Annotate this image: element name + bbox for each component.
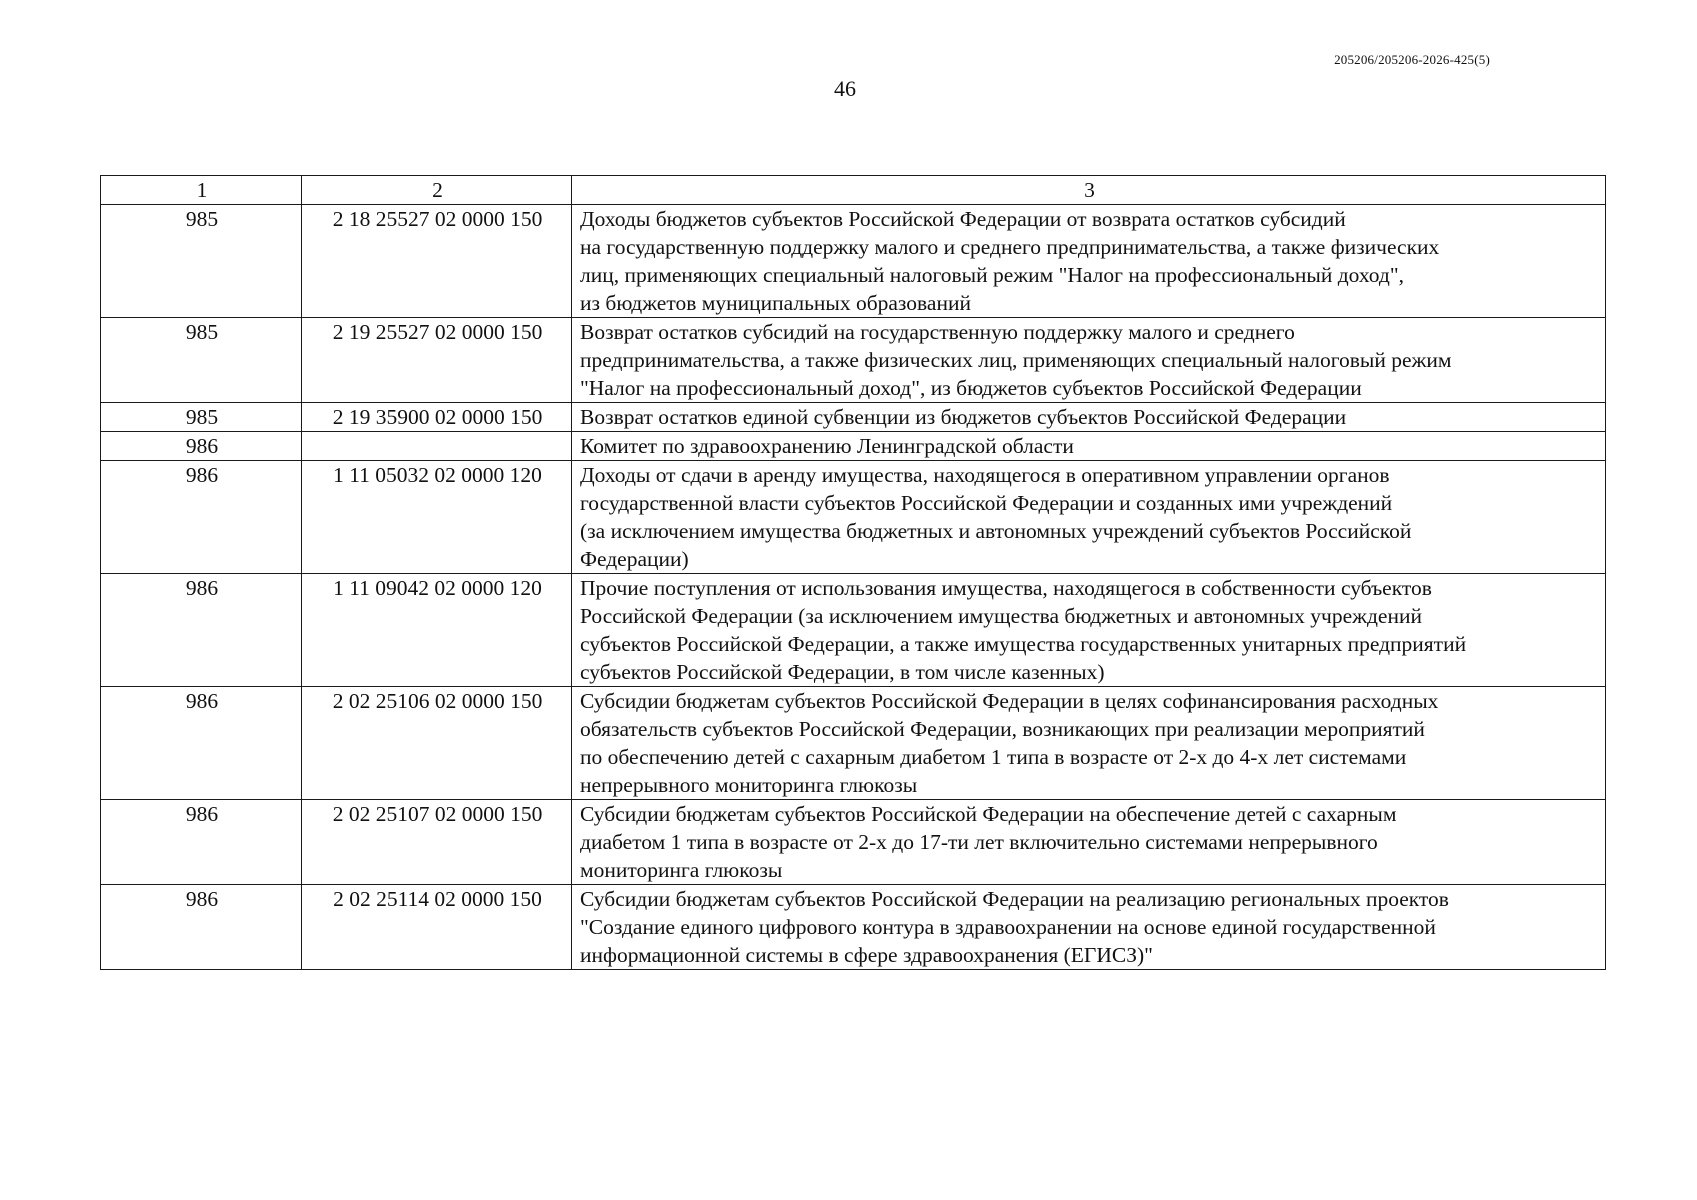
budget-code-cell: 2 02 25114 02 0000 150 [302, 885, 572, 970]
table-header-row [101, 176, 1606, 205]
admin-code-cell: 986 [101, 461, 302, 574]
column-header-3: 3 [572, 176, 1606, 205]
budget-code-cell: 1 11 09042 02 0000 120 [302, 574, 572, 687]
budget-code-cell: 2 19 25527 02 0000 150 [302, 318, 572, 403]
table-body [101, 205, 1606, 970]
table-row [101, 205, 1606, 318]
budget-code-cell [302, 432, 572, 461]
table-row [101, 885, 1606, 970]
admin-code-cell: 986 [101, 574, 302, 687]
document-id: 205206/205206-2026-425(5) [1334, 52, 1490, 67]
budget-code-cell: 1 11 05032 02 0000 120 [302, 461, 572, 574]
description-cell: Прочие поступления от использования имущества, находящегося в собственности субъектов Российской Федерации (за исключением имущества бюджетных и автономных учреждений субъектов Российской Федерации, а также имущества государственных унитарных предприятий субъектов Российской Федерации, в том числе казенных) [572, 574, 1606, 687]
admin-code-cell: 986 [101, 687, 302, 800]
page-number: 46 [834, 76, 856, 101]
table-row [101, 403, 1606, 432]
description-cell: Субсидии бюджетам субъектов Российской Федерации на реализацию региональных проектов "Создание единого цифрового контура в здравоохранении на основе единой государственной информационной системы в сфере здравоохранения (ЕГИСЗ)" [572, 885, 1606, 970]
table-row [101, 318, 1606, 403]
table-row [101, 574, 1606, 687]
description-cell: Возврат остатков субсидий на государственную поддержку малого и среднего предпринимательства, а также физических лиц, применяющих специальный налоговый режим "Налог на профессиональный доход", из бюджетов субъектов Российской Федерации [572, 318, 1606, 403]
admin-code-cell: 986 [101, 432, 302, 461]
description-cell: Доходы от сдачи в аренду имущества, находящегося в оперативном управлении органов государственной власти субъектов Российской Федерации и созданных ими учреждений (за исключением имущества бюджетных и автономных учреждений субъектов Российской Федерации) [572, 461, 1606, 574]
admin-code-cell: 985 [101, 205, 302, 318]
table-row [101, 461, 1606, 574]
budget-code-cell: 2 19 35900 02 0000 150 [302, 403, 572, 432]
budget-codes-table [100, 175, 1606, 970]
budget-code-cell: 2 02 25106 02 0000 150 [302, 687, 572, 800]
table-row [101, 687, 1606, 800]
description-cell: Субсидии бюджетам субъектов Российской Федерации в целях софинансирования расходных обязательств субъектов Российской Федерации, возникающих при реализации мероприятий по обеспечению детей с сахарным диабетом 1 типа в возрасте от 2-х до 4-х лет системами непрерывного мониторинга глюкозы [572, 687, 1606, 800]
admin-code-cell: 986 [101, 800, 302, 885]
description-cell: Субсидии бюджетам субъектов Российской Федерации на обеспечение детей с сахарным диабетом 1 типа в возрасте от 2-х до 17-ти лет включительно системами непрерывного мониторинга глюкозы [572, 800, 1606, 885]
description-cell: Возврат остатков единой субвенции из бюджетов субъектов Российской Федерации [572, 403, 1606, 432]
table-row [101, 432, 1606, 461]
description-cell: Доходы бюджетов субъектов Российской Федерации от возврата остатков субсидий на государственную поддержку малого и среднего предпринимательства, а также физических лиц, применяющих специальный налоговый режим "Налог на профессиональный доход", из бюджетов муниципальных образований [572, 205, 1606, 318]
budget-code-cell: 2 18 25527 02 0000 150 [302, 205, 572, 318]
admin-code-cell: 986 [101, 885, 302, 970]
admin-code-cell: 985 [101, 318, 302, 403]
budget-code-cell: 2 02 25107 02 0000 150 [302, 800, 572, 885]
description-cell: Комитет по здравоохранению Ленинградской области [572, 432, 1606, 461]
table-row [101, 800, 1606, 885]
column-header-2: 2 [302, 176, 572, 205]
admin-code-cell: 985 [101, 403, 302, 432]
column-header-1: 1 [101, 176, 302, 205]
